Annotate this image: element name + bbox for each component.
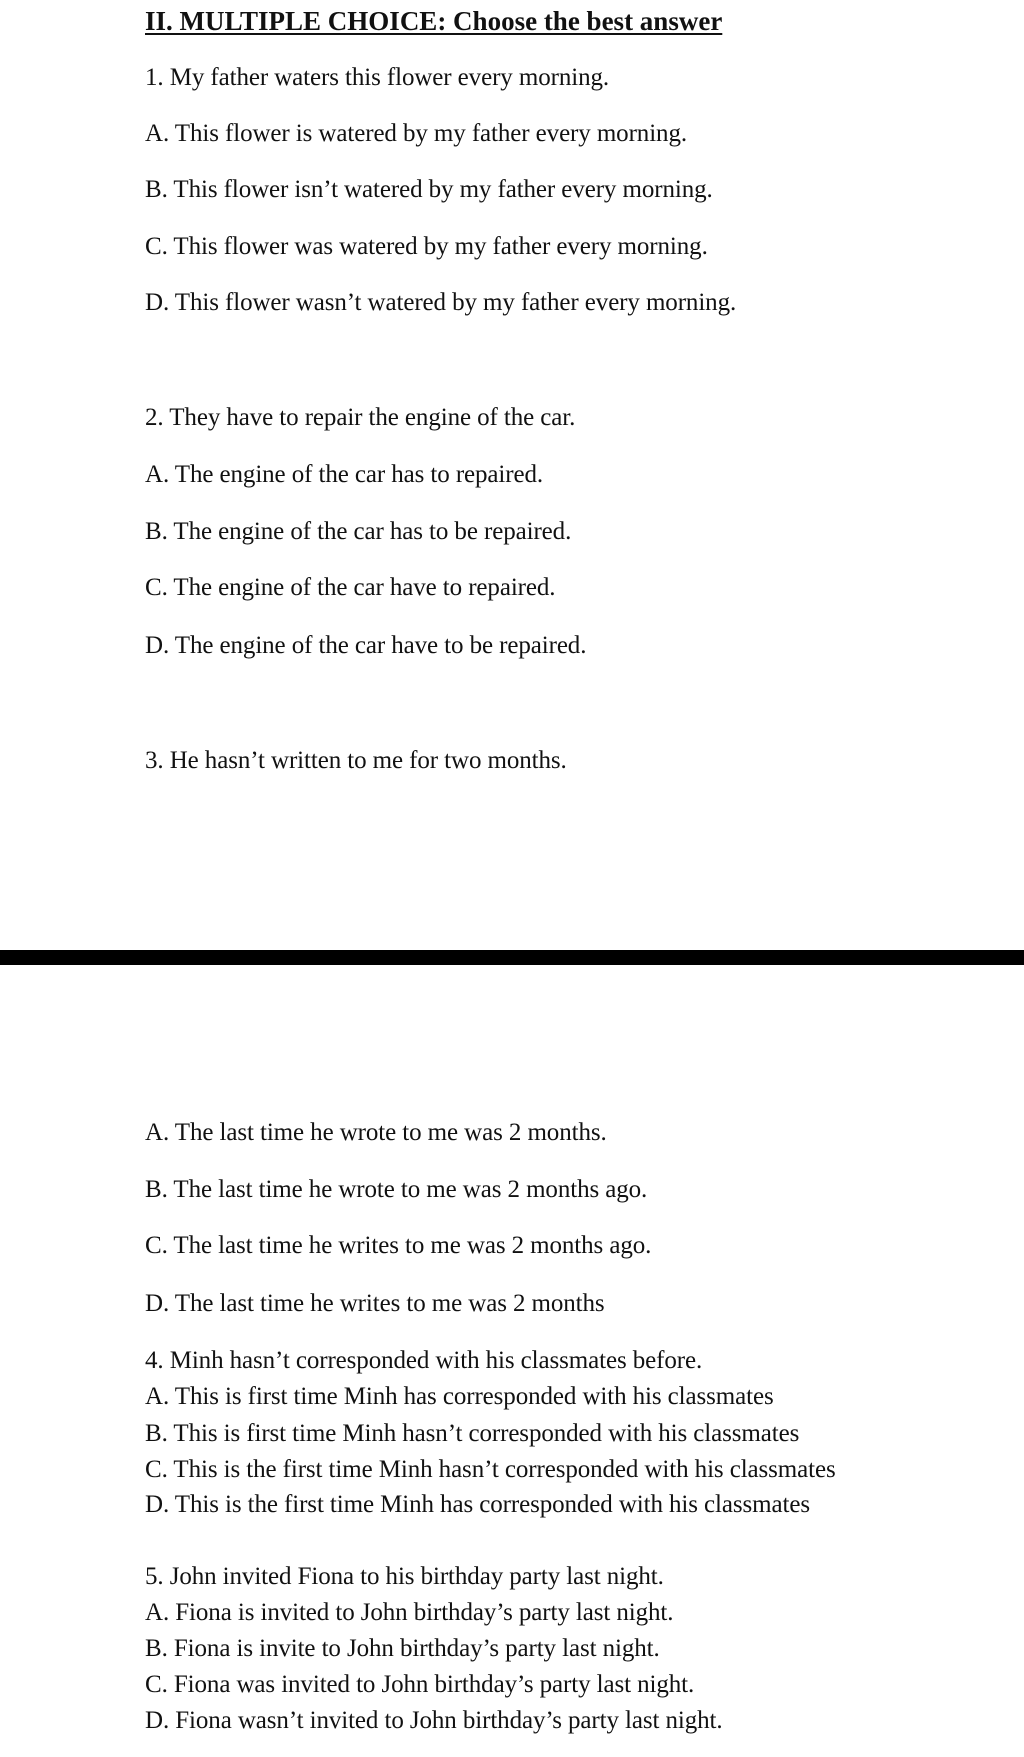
- question-1-stem: 1. My father waters this flower every morning.: [145, 64, 610, 91]
- question-1-option-b: B. This flower isn’t watered by my father every morning.: [145, 176, 713, 203]
- question-1-option-a: A. This flower is watered by my father every morning.: [145, 120, 688, 147]
- question-3-option-c: C. The last time he writes to me was 2 months ago.: [145, 1232, 652, 1259]
- question-2-option-b: B. The engine of the car has to be repaired.: [145, 518, 572, 545]
- page-divider: [0, 950, 1024, 965]
- question-5-option-c: C. Fiona was invited to John birthday’s party last night.: [145, 1671, 695, 1698]
- question-5-option-d: D. Fiona wasn’t invited to John birthday’s party last night.: [145, 1707, 723, 1734]
- question-4-option-a: A. This is first time Minh has corresponded with his classmates: [145, 1383, 774, 1410]
- question-3-option-a: A. The last time he wrote to me was 2 months.: [145, 1119, 607, 1146]
- question-3-stem: 3. He hasn’t written to me for two months.: [145, 747, 567, 774]
- question-3-option-d: D. The last time he writes to me was 2 months: [145, 1290, 605, 1317]
- question-1-option-c: C. This flower was watered by my father every morning.: [145, 233, 708, 260]
- question-2-option-a: A. The engine of the car has to repaired.: [145, 461, 544, 488]
- question-1-option-d: D. This flower wasn’t watered by my father every morning.: [145, 289, 737, 316]
- question-5-stem: 5. John invited Fiona to his birthday party last night.: [145, 1563, 664, 1590]
- question-5-option-b: B. Fiona is invite to John birthday’s party last night.: [145, 1635, 660, 1662]
- question-4-stem: 4. Minh hasn’t corresponded with his classmates before.: [145, 1347, 703, 1374]
- question-2-option-d: D. The engine of the car have to be repaired.: [145, 632, 587, 659]
- question-2-stem: 2. They have to repair the engine of the car.: [145, 404, 576, 431]
- question-4-option-c: C. This is the first time Minh hasn’t corresponded with his classmates: [145, 1456, 836, 1483]
- question-2-option-c: C. The engine of the car have to repaired.: [145, 574, 556, 601]
- question-4-option-b: B. This is first time Minh hasn’t corresponded with his classmates: [145, 1420, 800, 1447]
- question-5-option-a: A. Fiona is invited to John birthday’s party last night.: [145, 1599, 674, 1626]
- section-title: II. MULTIPLE CHOICE: Choose the best answer: [145, 6, 723, 36]
- question-4-option-d: D. This is the first time Minh has corresponded with his classmates: [145, 1491, 810, 1518]
- question-3-option-b: B. The last time he wrote to me was 2 months ago.: [145, 1176, 648, 1203]
